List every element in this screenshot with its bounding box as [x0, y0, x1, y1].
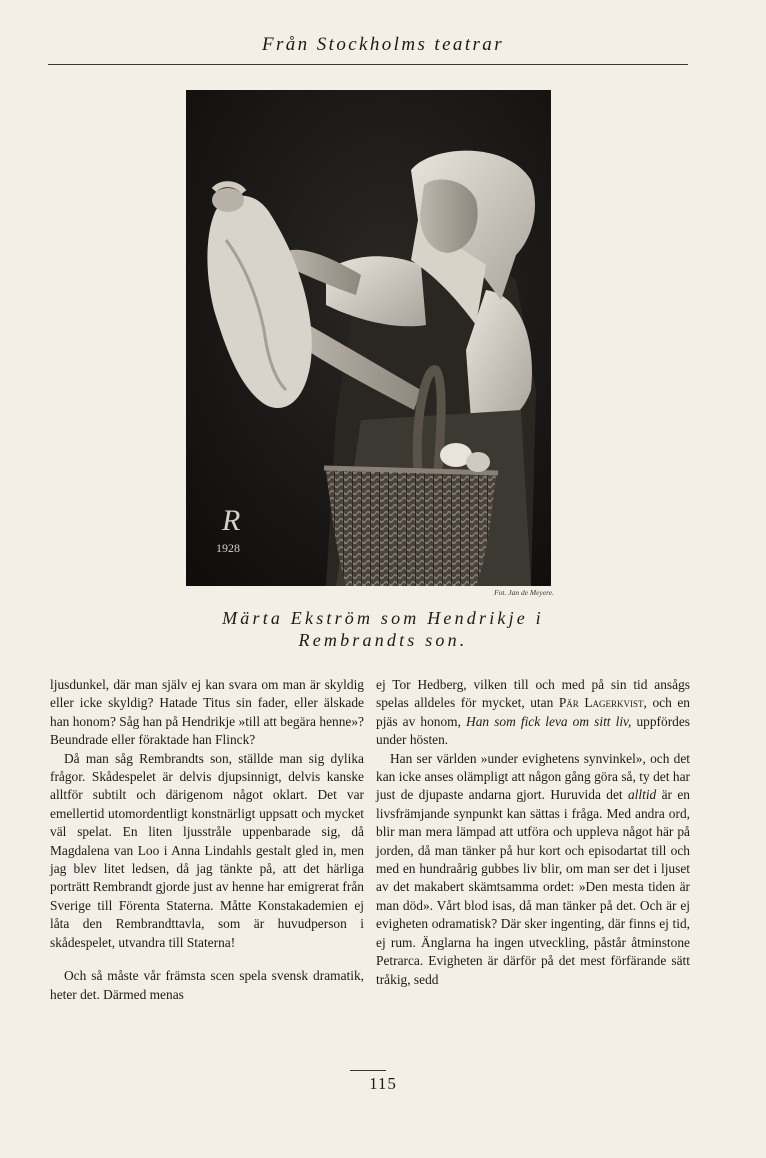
photo-caption: Märta Ekström som Hendrikje i — [222, 608, 544, 628]
paragraph: Då man såg Rembrandts son, ställde man sig dylika frågor. Skådespelet är delvis djupsinnigt, delvis kanske alltför subtilt och därigenom något oklart. Det var emellertid utomordentligt konstnärligt uppsatt och mycket väl spelat. En liten ljusstråle uppenbarade sig, då Magdalena van Loo i Anna Lindahls gestalt gled in, men jag blev litet ledsen, då jag tänkte på, att det härliga porträtt Rembrandt gjorde just av henne har emigrerat från Sverige till Förenta Staterna. Måtte Konstakademien ej låta den Rembrandttavla, som är huvudperson i skådespelet, utvandra till Staterna! — [50, 750, 364, 950]
header-rule — [48, 64, 688, 65]
paragraph: ej Tor Hedberg, vilken till och med på sin tid ansågs spelas alldeles för mycket, utan Pär Lagerkvist, och en pjäs av honom, Han som fick leva om sitt liv, uppfördes under hösten. — [376, 677, 691, 748]
page-number-rule — [350, 1070, 386, 1071]
photo-credit: Fot. Jan de Meyere. — [494, 588, 554, 597]
page-number: 115 — [369, 1074, 397, 1093]
play-title: Han som fick leva om sitt liv, — [466, 713, 632, 729]
running-head: Från Stockholms teatrar — [261, 34, 505, 55]
photo-caption-line-2: Rembrandts son. — [298, 630, 468, 650]
left-column — [50, 676, 364, 1004]
author-name: Pär Lagerkvist — [558, 695, 644, 711]
paragraph: ljusdunkel, där man själv ej kan svara om man är skyldig eller icke skyldig? Hatade Titus sin fader, eller älskade han honom? Såg han på Hendrikje »till att begära henne»? Beundrade eller föraktade han Flinck? — [50, 677, 364, 748]
paragraph: Och så måste vår främsta scen spela svensk dramatik, heter det. Därmed menas — [50, 968, 364, 1002]
paragraph: Han ser världen »under evighetens synvinkel», och det kan icke anses olämpligt att någon gång göra så, ty det har just de djupaste andarna gjort. Huruvida det alltid är en livsfrämjande synpunkt kan sättas i fråga. Med andra ord, blir man mera lämpad att utföra och uppleva något här på jorden, då man tänker på hur kort och episodartat till och med en hundraårig gubbes liv blir, om man ser det i ljuset av det makabert skämtsamma ordet: »Den mesta tiden är man död». Vårt blod isas, då man tänker på det. Och är ej evigheten odramatisk? Där sker ingenting, där finns ej tid, ej rum. Änglarna ha ingen utveckling, påstår åtminstone Petrarca. Evigheten är därför på det mest förfärande sätt tråkig, sedd — [376, 750, 690, 987]
svg-text:1928: 1928 — [216, 541, 240, 555]
photo-illustration — [186, 90, 551, 586]
photograph — [186, 90, 551, 586]
right-column — [376, 676, 690, 989]
svg-text:R: R — [222, 504, 241, 537]
